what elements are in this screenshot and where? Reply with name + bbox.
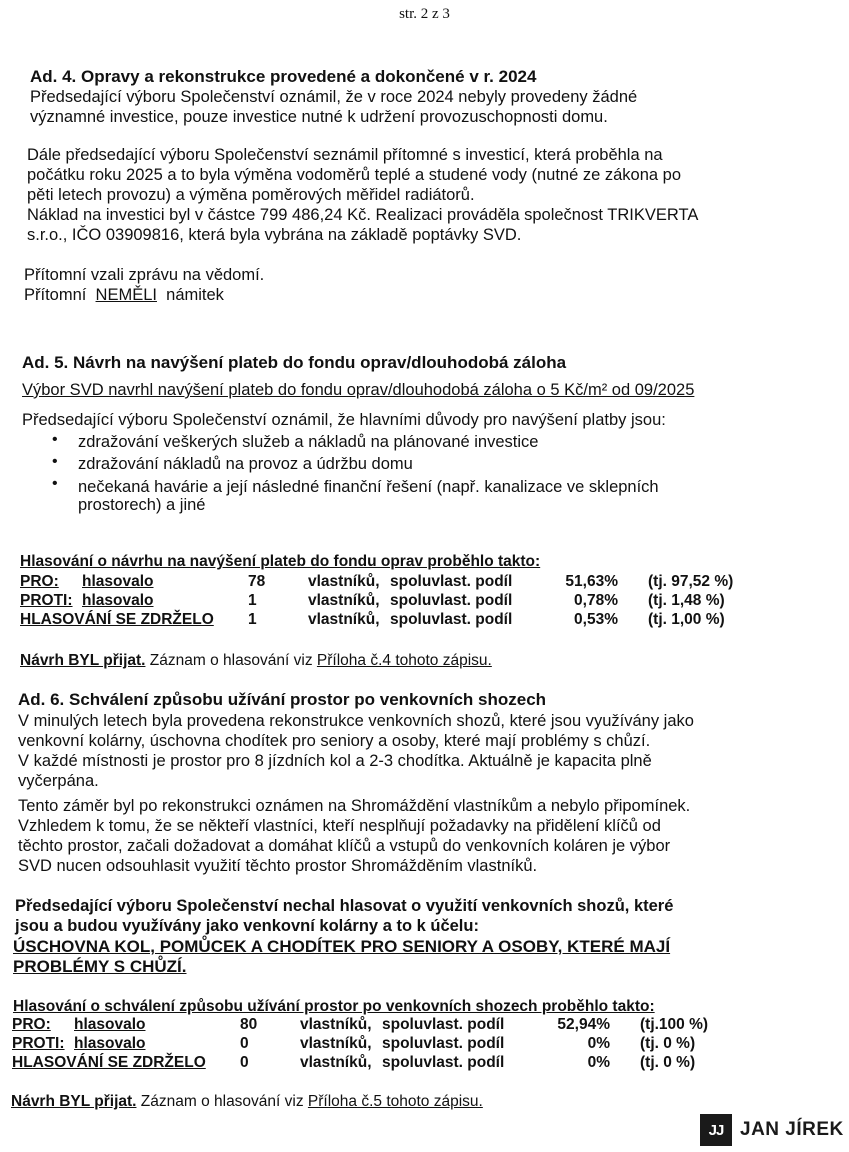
ad4-p2-line4: Náklad na investici byl v částce 799 486,24 Kč. Realizaci prováděla společnost TRIKVERTA xyxy=(27,206,699,224)
ad6-vote-rel: (tj. 0 %) xyxy=(640,1035,696,1052)
ad5-vote-owners: vlastníků, xyxy=(308,573,380,590)
logo-mark: JJ xyxy=(700,1114,732,1146)
ad5-vote-rel: (tj. 97,52 %) xyxy=(648,573,734,590)
ad5-vote-owners: vlastníků, xyxy=(308,592,380,609)
ad6-line1: V minulých letech byla provedena rekonstrukce venkovních shozů, které jsou využívány jako xyxy=(18,712,694,730)
ad5-bullet-1: zdražování veškerých služeb a nákladů na plánované investice xyxy=(78,433,539,451)
ad6-vote-owners: vlastníků, xyxy=(300,1035,372,1052)
ad5-vote-label: PRO: xyxy=(20,573,59,590)
ad6-vote-count: 80 xyxy=(240,1016,258,1033)
ad5-intro: Předsedající výboru Společenství oznámil, že hlavními důvody pro navýšení platby jsou: xyxy=(22,411,666,429)
page-number: str. 2 z 3 xyxy=(399,6,450,22)
ad6-purpose-line2: PROBLÉMY S CHŮZÍ. xyxy=(13,957,187,976)
ad4-p2-line1: Dále předsedající výboru Společenství seznámil přítomné s investicí, která proběhla na xyxy=(27,146,663,164)
ad5-vote-share: spoluvlast. podíl xyxy=(390,611,513,628)
ad6-vote-label: PRO: xyxy=(12,1016,51,1033)
ad5-vote-owners: vlastníků, xyxy=(308,611,380,628)
ad6-vote-owners: vlastníků, xyxy=(300,1016,372,1033)
ad6-vote-verb: hlasovalo xyxy=(74,1016,146,1033)
ad5-bullet-2: zdražování nákladů na provoz a údržbu domu xyxy=(78,455,413,473)
ad6-vote-label: PROTI: xyxy=(12,1035,65,1052)
ad5-vote-share: spoluvlast. podíl xyxy=(390,592,513,609)
ad5-result-accepted: Návrh BYL přijat. xyxy=(20,652,146,669)
ad6-purpose-line1: ÚSCHOVNA KOL, POMŮCEK A CHODÍTEK PRO SENIORY A OSOBY, KTERÉ MAJÍ xyxy=(13,937,671,956)
ad5-vote-rel: (tj. 1,00 %) xyxy=(648,611,725,628)
ad5-vote-pct: 0,78% xyxy=(574,592,618,609)
ad5-bullet-3-cont: prostorech) a jiné xyxy=(78,496,206,514)
ad5-vote-count: 1 xyxy=(248,611,257,628)
ad4-p2-line5: s.r.o., IČO 03909816, která byla vybrána na základě poptávky SVD. xyxy=(27,226,522,244)
ad6-line2: venkovní kolárny, úschovna chodítek pro seniory a osoby, které mají problémy s chůzí. xyxy=(18,732,651,750)
ad6-line4: vyčerpána. xyxy=(18,772,99,790)
logo xyxy=(700,1112,844,1148)
ad4-objections-post: námitek xyxy=(166,286,224,304)
ad5-vote-rel: (tj. 1,48 %) xyxy=(648,592,725,609)
ad6-line5: Tento záměr byl po rekonstrukci oznámen na Shromáždění vlastníkům a nebylo připomínek. xyxy=(18,797,691,815)
ad4-objections-mid: NEMĚLI xyxy=(95,286,157,304)
ad5-vote-title: Hlasování o návrhu na navýšení plateb do fondu oprav proběhlo takto: xyxy=(20,553,541,570)
ad6-line8: SVD nucen odsouhlasit využití těchto prostor Shromážděním vlastníků. xyxy=(18,857,538,875)
ad6-vote-share: spoluvlast. podíl xyxy=(382,1016,505,1033)
ad6-line7: těchto prostor, začali dožadovat a domáhat klíčů a vstupů do venkovních koláren je výbor xyxy=(18,837,671,855)
ad5-title: Ad. 5. Návrh na navýšení plateb do fondu oprav/dlouhodobá záloha xyxy=(22,353,567,372)
ad4-p2-line3: pěti letech provozu) a výměna poměrových měřidel radiátorů. xyxy=(27,186,475,204)
ad6-vote-owners: vlastníků, xyxy=(300,1054,372,1071)
ad5-bullet-3: nečekaná havárie a její následné finanční řešení (např. kanalizace ve sklepních xyxy=(78,478,659,496)
ad6-result-link: Příloha č.5 tohoto zápisu. xyxy=(307,1093,483,1110)
ad5-result-text: Záznam o hlasování viz xyxy=(145,652,317,669)
ad4-p1-line1: Předsedající výboru Společenství oznámil, že v roce 2024 nebyly provedeny žádné xyxy=(30,88,638,106)
bullet-dot: • xyxy=(52,453,58,470)
ad5-vote-verb: hlasovalo xyxy=(82,573,154,590)
ad5-result-link: Příloha č.4 tohoto zápisu. xyxy=(316,652,492,669)
ad6-vote-pct: 52,94% xyxy=(557,1016,610,1033)
ad4-objections xyxy=(24,285,224,305)
ad6-result xyxy=(11,1092,483,1112)
ad6-vote-pct: 0% xyxy=(587,1054,610,1071)
ad6-vote-verb: hlasovalo xyxy=(74,1035,146,1052)
ad6-line6: Vzhledem k tomu, že se někteří vlastníci, kteří nesplňují požadavky na přidělení klíčů od xyxy=(18,817,661,835)
ad5-vote-label: HLASOVÁNÍ SE ZDRŽELO xyxy=(20,611,214,628)
ad5-vote-verb: hlasovalo xyxy=(82,592,154,609)
logo-name: JAN JÍREK xyxy=(740,1119,844,1140)
ad6-result-text: Záznam o hlasování viz xyxy=(136,1093,308,1110)
ad4-p1-line2: významné investice, pouze investice nutné k udržení provozuschopnosti domu. xyxy=(30,108,608,126)
ad6-vote-rel: (tj.100 %) xyxy=(640,1016,709,1033)
ad6-vote-label: HLASOVÁNÍ SE ZDRŽELO xyxy=(12,1054,206,1071)
ad5-vote-pct: 51,63% xyxy=(565,573,618,590)
ad5-result xyxy=(20,651,492,671)
ad4-p2-line2: počátku roku 2025 a to byla výměna vodoměrů teplé a studené vody (nutné ze zákona po xyxy=(27,166,682,184)
bullet-dot: • xyxy=(52,431,58,448)
ad6-title: Ad. 6. Schválení způsobu užívání prostor po venkovních shozech xyxy=(18,690,547,709)
ad6-vote-rel: (tj. 0 %) xyxy=(640,1054,696,1071)
ad6-result-accepted: Návrh BYL přijat. xyxy=(11,1093,137,1110)
ad6-vote-count: 0 xyxy=(240,1035,249,1052)
ad6-question-line1: Předsedající výboru Společenství nechal hlasovat o využití venkovních shozů, které xyxy=(15,897,674,915)
ad5-proposal: Výbor SVD navrhl navýšení plateb do fondu oprav/dlouhodobá záloha o 5 Kč/m² od 09/2025 xyxy=(22,381,695,399)
ad5-vote-pct: 0,53% xyxy=(574,611,618,628)
ad6-question-line2: jsou a budou využívány jako venkovní kolárny a to k účelu: xyxy=(15,917,479,935)
bullet-dot: • xyxy=(52,475,58,492)
ad6-vote-share: spoluvlast. podíl xyxy=(382,1054,505,1071)
ad5-vote-count: 1 xyxy=(248,592,257,609)
ad4-title: Ad. 4. Opravy a rekonstrukce provedené a dokončené v r. 2024 xyxy=(30,67,537,86)
ad4-objections-pre: Přítomní xyxy=(24,286,87,304)
ad4-noted: Přítomní vzali zprávu na vědomí. xyxy=(24,266,265,284)
ad6-vote-pct: 0% xyxy=(587,1035,610,1052)
ad6-vote-count: 0 xyxy=(240,1054,249,1071)
ad5-vote-label: PROTI: xyxy=(20,592,73,609)
ad5-vote-count: 78 xyxy=(248,573,266,590)
ad5-vote-share: spoluvlast. podíl xyxy=(390,573,513,590)
ad6-vote-share: spoluvlast. podíl xyxy=(382,1035,505,1052)
ad6-vote-title: Hlasování o schválení způsobu užívání prostor po venkovních shozech proběhlo takto: xyxy=(13,998,655,1015)
ad6-line3: V každé místnosti je prostor pro 8 jízdních kol a 2-3 chodítka. Aktuálně je kapacita plně xyxy=(18,752,652,770)
